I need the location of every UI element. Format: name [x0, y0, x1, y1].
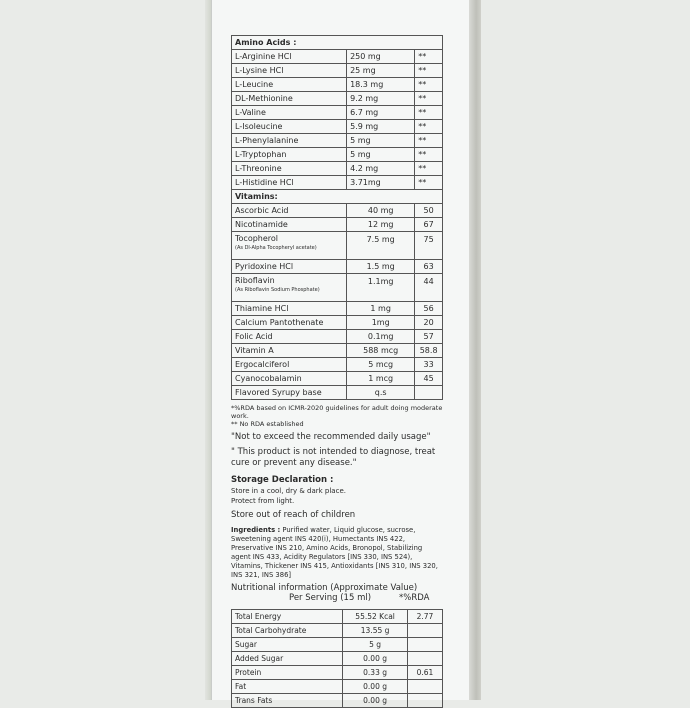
ingredients-text: Purified water, Liquid glucose, sucrose, Sweetening agent INS 420(i), Humectants INS 422, Preservative INS 210, Amino Acids, Bronopol, Stabilizing agent INS 433, Acidity Regulators [INS 330, INS 524), Vitamins, Thickener INS 415, Antioxidants [INS 310, INS 320, INS 321, INS 386] — [231, 526, 438, 579]
nutrition-rda: 0.61 — [407, 666, 442, 680]
vitamins-header-row — [232, 190, 443, 204]
label-content — [231, 35, 443, 708]
nutrition-amount: 5 g — [343, 638, 407, 652]
amino-acid-row — [232, 176, 443, 190]
amino-acids-title: Amino Acids : — [232, 36, 443, 50]
nutrient-name-cell — [232, 302, 347, 316]
nutrition-name: Protein — [232, 666, 343, 680]
nutrition-subheader — [289, 593, 443, 603]
nutrient-name: L-Isoleucine — [232, 120, 347, 134]
amino-acid-row — [232, 64, 443, 78]
nutrient-amount: 4.2 mg — [347, 162, 415, 176]
footnotes — [231, 404, 443, 428]
vitamin-row — [232, 330, 443, 344]
nutrition-amount: 0.33 g — [343, 666, 407, 680]
amino-acid-row — [232, 78, 443, 92]
nutrient-name-cell — [232, 386, 347, 400]
nutrient-amount: 18.3 mg — [347, 78, 415, 92]
amino-acid-row — [232, 92, 443, 106]
vitamin-row — [232, 316, 443, 330]
nutrient-amount: 1.5 mg — [347, 260, 415, 274]
nutrient-name: Calcium Pantothenate — [235, 318, 324, 327]
nutrition-rda — [407, 624, 442, 638]
nutrient-amount: 40 mg — [347, 204, 415, 218]
storage-line-2: Protect from light. — [231, 497, 295, 505]
nutrient-name-cell — [232, 204, 347, 218]
amino-acid-row — [232, 106, 443, 120]
rda-footnote: *%RDA based on ICMR-2020 guidelines for adult doing moderate work. — [231, 404, 443, 420]
nutrient-name-cell — [232, 316, 347, 330]
nutrient-amount: 5 mcg — [347, 358, 415, 372]
nutrient-rda: 63 — [415, 260, 443, 274]
nutrient-name: Cyanocobalamin — [235, 374, 302, 383]
nutrition-row — [232, 666, 443, 680]
vitamin-row — [232, 302, 443, 316]
nutrient-name: L-Phenylalanine — [232, 134, 347, 148]
nutrition-amount: 0.00 g — [343, 694, 407, 708]
nutrient-rda: 50 — [415, 204, 443, 218]
vitamin-row — [232, 218, 443, 232]
nutrient-amount: q.s — [347, 386, 415, 400]
nutrient-name: Folic Acid — [235, 332, 273, 341]
nutrition-amount: 0.00 g — [343, 680, 407, 694]
vitamin-row — [232, 344, 443, 358]
nutrition-amount: 55.52 Kcal — [343, 610, 407, 624]
nutrient-amount: 1 mg — [347, 302, 415, 316]
nutrient-name: Thiamine HCl — [235, 304, 289, 313]
nutrient-name: Ergocalciferol — [235, 360, 290, 369]
nutrient-rda: ** — [415, 176, 443, 190]
vitamin-row — [232, 260, 443, 274]
nutrition-rda — [407, 652, 442, 666]
nutrient-name-cell — [232, 330, 347, 344]
nutrient-amount: 1mg — [347, 316, 415, 330]
amino-acid-row — [232, 148, 443, 162]
nutrient-rda: 57 — [415, 330, 443, 344]
nutrient-name-cell — [232, 260, 347, 274]
nutrient-name: L-Valine — [232, 106, 347, 120]
nutrient-name: L-Tryptophan — [232, 148, 347, 162]
nutrient-name-cell — [232, 274, 347, 302]
amino-acid-row — [232, 134, 443, 148]
nutrient-source-note: (As Riboflavin Sodium Phosphate) — [235, 287, 320, 293]
nutrition-name: Sugar — [232, 638, 343, 652]
daily-usage-statement: "Not to exceed the recommended daily usage" — [231, 432, 431, 442]
nutrient-amount: 3.71mg — [347, 176, 415, 190]
nutrition-row — [232, 694, 443, 708]
nutrient-rda — [415, 386, 443, 400]
nutrient-amount: 6.7 mg — [347, 106, 415, 120]
nutrient-amount: 25 mg — [347, 64, 415, 78]
nutrient-name-cell — [232, 218, 347, 232]
per-serving-label: Per Serving (15 ml) — [289, 593, 372, 603]
nutrient-amount: 1 mcg — [347, 372, 415, 386]
nutrient-rda: 67 — [415, 218, 443, 232]
nutrition-amount: 0.00 g — [343, 652, 407, 666]
nutrient-rda: ** — [415, 92, 443, 106]
nutrition-row — [232, 638, 443, 652]
nutrient-name: Pyridoxine HCl — [235, 262, 294, 271]
nutrient-name: Nicotinamide — [235, 220, 288, 229]
nutrient-source-note: (As Dl-Alpha Tocopheryl acetate) — [235, 245, 317, 251]
nutrition-rda — [407, 680, 442, 694]
rda-column-label: *%RDA — [399, 593, 430, 603]
nutrition-title: Nutritional information (Approximate Value) — [231, 583, 418, 593]
nutrient-name: L-Histidine HCl — [232, 176, 347, 190]
nutrient-amount: 5 mg — [347, 134, 415, 148]
nutrient-name: Vitamin A — [235, 346, 274, 355]
nutrient-amount: 5 mg — [347, 148, 415, 162]
nutrient-rda: ** — [415, 162, 443, 176]
nutrient-name-cell — [232, 232, 347, 260]
nutrient-rda: ** — [415, 148, 443, 162]
storage-line-1: Store in a cool, dry & dark place. — [231, 487, 346, 495]
nutrition-table — [231, 609, 443, 708]
nutrient-rda: ** — [415, 120, 443, 134]
nutrition-rda — [407, 638, 442, 652]
nutrient-rda: ** — [415, 106, 443, 120]
nutrient-name: Flavored Syrupy base — [235, 388, 322, 397]
vitamin-row — [232, 232, 443, 260]
nutrient-amount: 588 mcg — [347, 344, 415, 358]
nutrient-rda: 44 — [415, 274, 443, 302]
nutrient-name-cell — [232, 358, 347, 372]
nutrition-rda: 2.77 — [407, 610, 442, 624]
amino-acid-row — [232, 120, 443, 134]
nutrient-name: Ascorbic Acid — [235, 206, 289, 215]
amino-acids-header-row — [232, 36, 443, 50]
nutrition-name: Total Energy — [232, 610, 343, 624]
storage-title: Storage Declaration : — [231, 475, 334, 485]
nutrition-row — [232, 680, 443, 694]
nutrient-rda: 56 — [415, 302, 443, 316]
nutrient-amount: 0.1mg — [347, 330, 415, 344]
vitamin-row — [232, 386, 443, 400]
nutrient-amount: 7.5 mg — [347, 232, 415, 260]
nutrient-rda: ** — [415, 134, 443, 148]
nutrient-amount: 1.1mg — [347, 274, 415, 302]
nutrient-name: L-Leucine — [232, 78, 347, 92]
nutrient-rda: 75 — [415, 232, 443, 260]
nutrient-name: Riboflavin — [235, 276, 275, 285]
nutrition-name: Added Sugar — [232, 652, 343, 666]
children-warning: Store out of reach of children — [231, 510, 356, 520]
nutrient-name-cell — [232, 372, 347, 386]
nutrition-row — [232, 624, 443, 638]
vitamin-row — [232, 358, 443, 372]
nutrition-amount: 13.55 g — [343, 624, 407, 638]
nutrient-amount: 250 mg — [347, 50, 415, 64]
not-intended-statement: " This product is not intended to diagnose, treat cure or prevent any disease." — [231, 447, 436, 468]
nutrition-rda — [407, 694, 442, 708]
nutrition-row — [232, 652, 443, 666]
vitamin-row — [232, 372, 443, 386]
nutrient-name: L-Arginine HCl — [232, 50, 347, 64]
box-right-edge — [469, 0, 481, 700]
ingredients-block — [231, 526, 443, 580]
nutrition-name: Total Carbohydrate — [232, 624, 343, 638]
amino-acid-row — [232, 50, 443, 64]
nutrient-amount: 9.2 mg — [347, 92, 415, 106]
ingredients-label: Ingredients : — [231, 526, 281, 534]
nutrition-name: Trans Fats — [232, 694, 343, 708]
nutrient-rda: 45 — [415, 372, 443, 386]
nutrient-rda: 33 — [415, 358, 443, 372]
nutrient-name: Tocopherol — [235, 234, 279, 243]
nutrient-amount: 12 mg — [347, 218, 415, 232]
composition-table — [231, 35, 443, 400]
nutrient-amount: 5.9 mg — [347, 120, 415, 134]
nutrient-rda: ** — [415, 78, 443, 92]
nutrition-name: Fat — [232, 680, 343, 694]
vitamin-row — [232, 204, 443, 218]
nutrient-rda: 20 — [415, 316, 443, 330]
vitamin-row — [232, 274, 443, 302]
amino-acid-row — [232, 162, 443, 176]
nutrition-row — [232, 610, 443, 624]
nutrient-rda: ** — [415, 64, 443, 78]
nutrient-name: L-Lysine HCl — [232, 64, 347, 78]
vitamins-title: Vitamins: — [232, 190, 443, 204]
nutrient-rda: 58.8 — [415, 344, 443, 358]
nutrient-rda: ** — [415, 50, 443, 64]
no-rda-footnote: ** No RDA established — [231, 420, 304, 428]
nutrient-name: L-Threonine — [232, 162, 347, 176]
nutrient-name-cell — [232, 344, 347, 358]
nutrient-name: DL-Methionine — [232, 92, 347, 106]
